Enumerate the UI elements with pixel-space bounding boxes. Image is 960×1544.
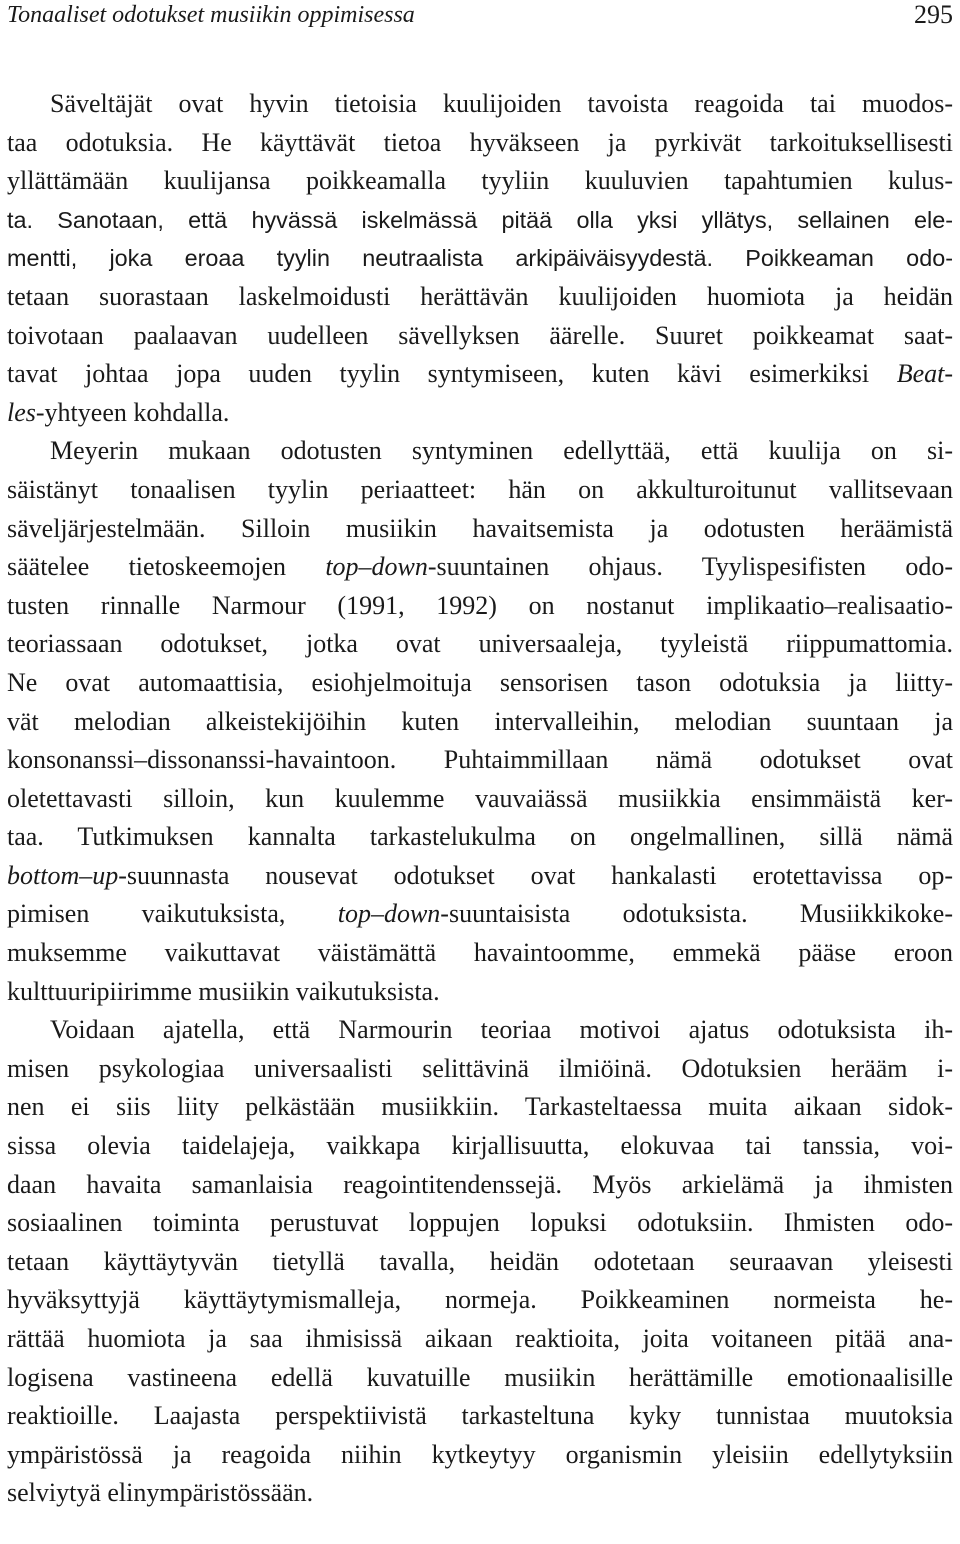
- line-text: vät melodian alkeistekijöihin kuten intervalleihin, melodian suuntaan ja: [7, 706, 953, 736]
- text-line: [7, 1050, 953, 1089]
- line-text: konsonanssi–dissonanssi-havaintoon. Puhtaimmillaan nämä odotukset ovat: [7, 745, 953, 775]
- text-line: [7, 780, 953, 819]
- line-text: säveljärjestelmään. Silloin musiikin havaitsemista ja odotusten heräämistä: [7, 513, 953, 543]
- line-text: Ne ovat automaattisia, esiohjelmoituja sensorisen tason odotuksia ja liitty-: [7, 667, 953, 697]
- page-header: [7, 0, 953, 34]
- line-text: selviytyä elinympäristössään.: [7, 1478, 314, 1508]
- text-line: [7, 1359, 953, 1398]
- line-text: nen ei siis liity pelkästään musiikkiin. Tarkasteltaessa muita aikaan sidok-: [7, 1092, 953, 1122]
- text-line: [7, 162, 953, 201]
- text-line: [7, 355, 953, 394]
- line-text: tusten rinnalle Narmour (1991, 1992) on nostanut implikaatio–realisaatio-: [7, 590, 953, 620]
- text-line: [7, 432, 953, 471]
- body-text: [7, 85, 953, 1513]
- text-line: [7, 201, 953, 240]
- text-line: [7, 471, 953, 510]
- italic-text: top–down: [337, 899, 441, 929]
- line-text: Säveltäjät ovat hyvin tietoisia kuulijoiden tavoista reagoida tai muodos-: [50, 89, 953, 118]
- line-text: säistänyt tonaalisen tyylin periaatteet: hän on akkulturoitunut vallitsevaan: [7, 474, 953, 504]
- italic-text: top–down: [325, 552, 428, 582]
- line-text: oletettavasti silloin, kun kuulemme vauvaiässä musiikkia ensimmäistä ker-: [7, 783, 953, 813]
- line-text: pimisen vaikutuksista,: [7, 899, 338, 929]
- line-text: Voidaan ajatella, että Narmourin teoriaa motivoi ajatus odotuksista ih-: [50, 1015, 953, 1045]
- text-line: [7, 278, 953, 317]
- text-line: [7, 857, 953, 896]
- line-text: ympäristössä ja reagoida niihin kytkeytyy organismin yleisiin edellytyksiin: [7, 1439, 953, 1469]
- line-text: teoriassaan odotukset, jotka ovat universaaleja, tyyleistä riippumattomia.: [7, 629, 953, 659]
- line-text: reaktioille. Laajasta perspektiivistä tarkasteltuna kyky tunnistaa muutoksia: [7, 1401, 953, 1431]
- text-line: [7, 1320, 953, 1359]
- line-text: kulttuuripiirimme musiikin vaikutuksista.: [7, 976, 440, 1006]
- line-text: -yhtyeen kohdalla.: [35, 397, 230, 427]
- line-text: -suunnasta nousevat odotukset ovat hankalasti erotettavissa op-: [118, 860, 953, 890]
- line-text: daan havaita samanlaisia reagointitendenssejä. Myös arkielämä ja ihmisten: [7, 1169, 953, 1199]
- line-text: yllättämään kuulijansa poikkeamalla tyyliin kuuluvien tapahtumien kulus-: [7, 166, 953, 196]
- line-text: taa odotuksia. He käyttävät tietoa hyväkseen ja pyrkivät tarkoituksellisesti: [7, 127, 953, 157]
- line-text: taa. Tutkimuksen kannalta tarkastelukulma on ongelmallinen, sillä nämä: [7, 822, 953, 852]
- text-line: [7, 1088, 953, 1127]
- text-line: [7, 1397, 953, 1436]
- line-text: säätelee tietoskeemojen: [7, 552, 326, 582]
- text-line: [7, 1166, 953, 1205]
- italic-text: bottom–up: [7, 860, 119, 890]
- text-line: [7, 895, 953, 934]
- text-line: [7, 741, 953, 780]
- line-text: misen psykologiaa universaalisti selittävinä ilmiöinä. Odotuksien herääm i-: [7, 1053, 953, 1083]
- text-line: [7, 1204, 953, 1243]
- line-text: hyväksyttyjä käyttäytymismalleja, normeja. Poikkeaminen normeista he-: [7, 1285, 953, 1315]
- italic-text: Beat-: [896, 359, 953, 389]
- line-text: mentti, joka eroaa tyylin neutraalista arkipäiväisyydestä. Poikkeaman odo-: [7, 245, 953, 272]
- line-text: ta. Sanotaan, että hyvässä iskelmässä pitää olla yksi yllätys, sellainen ele-: [7, 206, 953, 233]
- text-line: [7, 394, 953, 433]
- text-line: [7, 317, 953, 356]
- text-line: [7, 1011, 953, 1050]
- line-text: tetaan käyttäytyvän tietyllä tavalla, heidän odotetaan seuraavan yleisesti: [7, 1246, 953, 1276]
- line-text: sissa olevia taidelajeja, vaikkapa kirjallisuutta, elokuvaa tai tanssia, voi-: [7, 1131, 953, 1161]
- line-text: sosiaalinen toiminta perustuvat loppujen lopuksi odotuksiin. Ihmisten odo-: [7, 1208, 953, 1238]
- line-text: logisena vastineena edellä kuvatuille musiikin herättämille emotionaalisille: [7, 1362, 953, 1392]
- line-text: rättää huomiota ja saa ihmisissä aikaan reaktioita, joita voitaneen pitää ana-: [7, 1324, 953, 1353]
- line-text: -suuntainen ohjaus. Tyylispesifisten odo-: [427, 552, 953, 582]
- text-line: [7, 703, 953, 742]
- text-line: [7, 1281, 953, 1320]
- page-number: 295: [914, 0, 953, 29]
- text-line: [7, 1243, 953, 1282]
- text-line: [7, 934, 953, 973]
- line-text: tetaan suorastaan laskelmoidusti herättävän kuulijoiden huomiota ja heidän: [7, 281, 953, 311]
- text-line: [7, 548, 953, 587]
- line-text: -suuntaisista odotuksista. Musiikkikoke-: [440, 899, 954, 929]
- text-line: [7, 124, 953, 163]
- line-text: toivotaan paalaavan uudelleen sävellyksen äärelle. Suuret poikkeamat saat-: [7, 320, 953, 350]
- italic-text: les: [7, 397, 36, 427]
- text-line: [7, 510, 953, 549]
- line-text: tavat johtaa jopa uuden tyylin syntymiseen, kuten kävi esimerkiksi: [7, 359, 897, 389]
- text-line: [7, 587, 953, 626]
- text-line: [7, 973, 953, 1012]
- text-line: [7, 818, 953, 857]
- line-text: muksemme vaikuttavat väistämättä havaintoomme, emmekä pääse eroon: [7, 938, 953, 968]
- text-line: [7, 1474, 953, 1513]
- text-line: [7, 85, 953, 124]
- text-line: [7, 625, 953, 664]
- text-line: [7, 239, 953, 278]
- text-line: [7, 1127, 953, 1166]
- text-line: [7, 1436, 953, 1475]
- text-line: [7, 664, 953, 703]
- line-text: Meyerin mukaan odotusten syntyminen edellyttää, että kuulija on si-: [50, 436, 953, 466]
- running-title: Tonaaliset odotukset musiikin oppimisessa: [7, 2, 415, 28]
